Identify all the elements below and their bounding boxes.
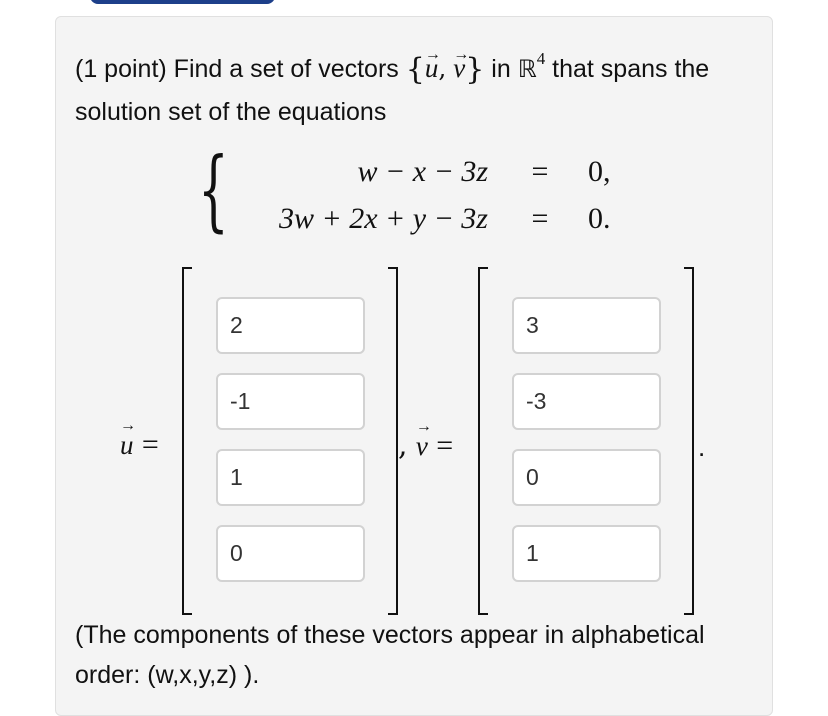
u-right-bracket (388, 267, 398, 615)
v-right-bracket (684, 267, 694, 615)
u-component-y-input[interactable] (216, 449, 365, 506)
problem-statement (75, 38, 735, 133)
u-vector-symbol: → u (120, 430, 134, 461)
v-vector-label (398, 428, 453, 463)
vector-u-symbol: → u (425, 47, 439, 89)
v-component-z-input[interactable] (512, 525, 661, 582)
problem-text-part1: Find a set of vectors (173, 55, 399, 83)
set-comma: , (438, 54, 447, 83)
space-dimension: 4 (536, 49, 546, 68)
equation-2-lhs: 3w + 2x + y − 3z (278, 202, 488, 235)
u-left-bracket (182, 267, 192, 615)
set-close-brace: } (465, 52, 485, 87)
top-tab-bar (90, 0, 275, 4)
set-open-brace: { (405, 52, 425, 87)
u-component-z-input[interactable] (216, 525, 365, 582)
real-space-symbol: ℝ (517, 55, 537, 83)
equation-2-rhs: 0. (588, 202, 611, 235)
component-order-note: (The components of these vectors appear in alphabetical order: (w,x,y,z) ). (75, 621, 705, 689)
points-label: (1 point) (75, 55, 167, 83)
v-vector-symbol: → v (416, 431, 428, 462)
end-period: . (698, 432, 706, 462)
v-component-y-input[interactable] (512, 449, 661, 506)
problem-text-part2: that spans the solution set of the equations (75, 55, 710, 126)
equation-1-rhs: 0, (588, 155, 611, 188)
u-component-w-input[interactable] (216, 297, 365, 354)
vector-v-symbol: → v (453, 47, 465, 89)
equation-2-equals: = (531, 202, 549, 235)
v-equals-sign: = (436, 429, 454, 462)
vector-separator-comma: , (398, 428, 408, 463)
equation-1-equals: = (531, 155, 549, 188)
v-component-x-input[interactable] (512, 373, 661, 430)
u-component-x-input[interactable] (216, 373, 365, 430)
u-equals-sign: = (141, 428, 159, 461)
u-vector-label (120, 428, 159, 462)
system-brace: { (198, 138, 229, 241)
v-left-bracket (478, 267, 488, 615)
equation-1-lhs: w − x − 3z (357, 155, 488, 188)
v-component-w-input[interactable] (512, 297, 661, 354)
text-in: in (491, 55, 511, 83)
